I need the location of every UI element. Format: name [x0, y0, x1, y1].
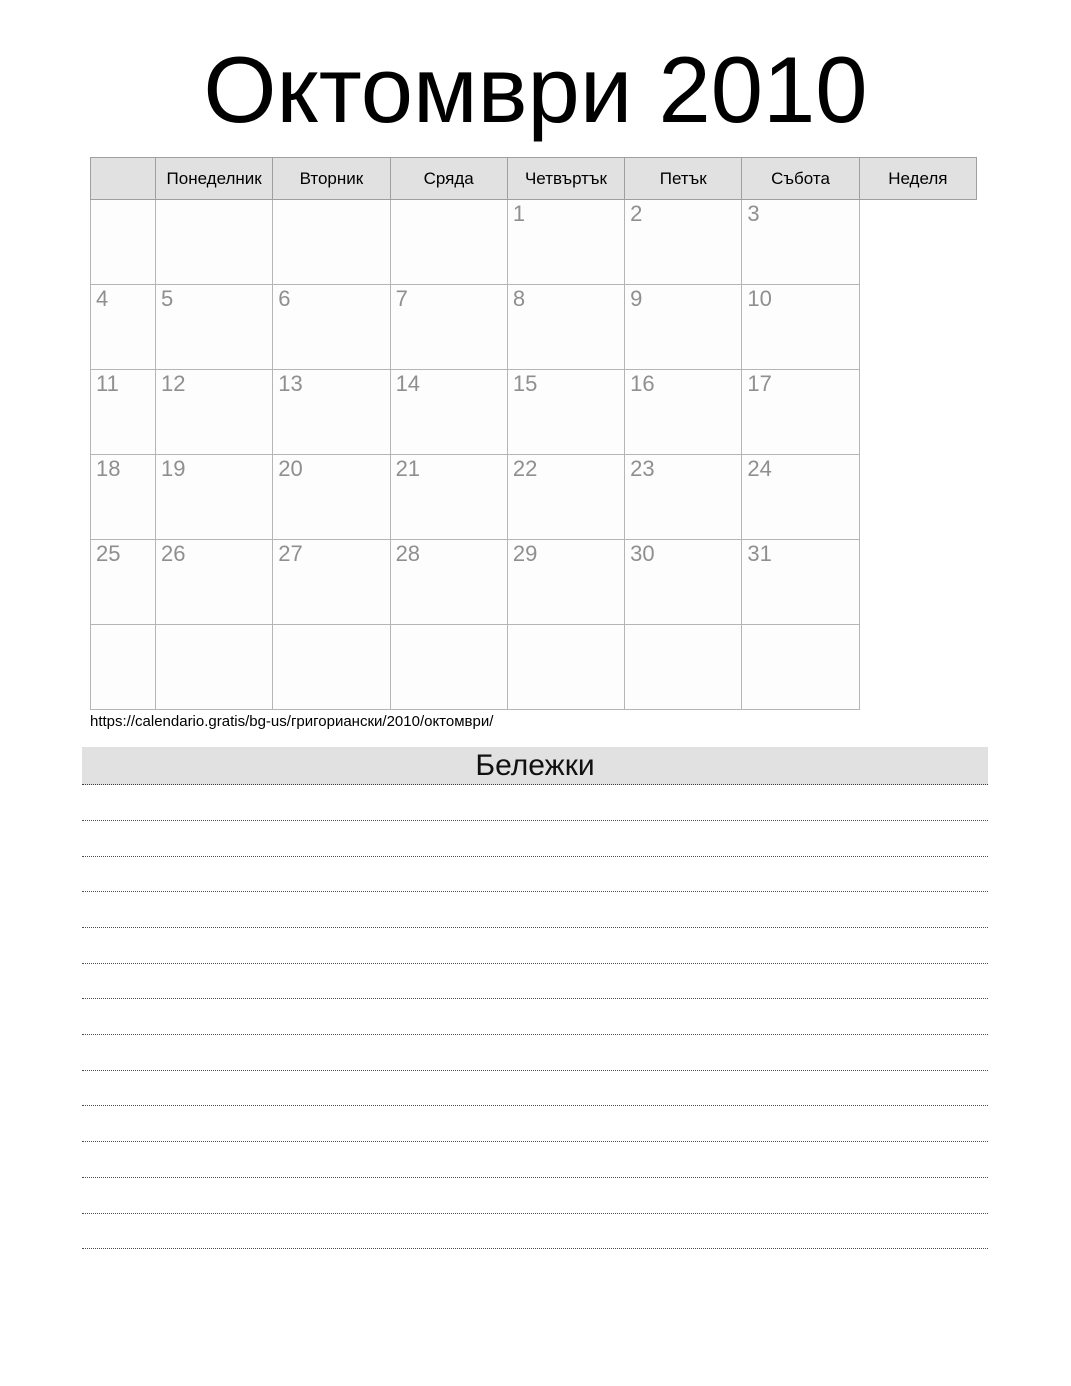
calendar-week-row [91, 370, 977, 455]
note-line [82, 892, 988, 928]
day-cell-3 [742, 200, 859, 285]
weekday-header-saturday: Събота [742, 158, 859, 200]
day-cell-empty [742, 625, 859, 710]
day-cell-16 [625, 370, 742, 455]
day-cell-1 [507, 200, 624, 285]
day-cell-20 [273, 455, 390, 540]
page-title: Октомври 2010 [203, 37, 868, 142]
day-number [625, 625, 741, 626]
day-number: 20 [278, 456, 303, 481]
note-line [82, 1035, 988, 1071]
day-number [91, 200, 155, 201]
day-number: 4 [96, 286, 109, 311]
note-line [82, 857, 988, 893]
day-number: 9 [630, 286, 643, 311]
note-line [82, 928, 988, 964]
day-cell-11 [91, 370, 156, 455]
day-cell-empty [156, 200, 273, 285]
day-number [273, 625, 389, 626]
day-number: 15 [512, 371, 538, 396]
day-number [91, 625, 155, 626]
day-number: 3 [747, 201, 760, 226]
day-cell-30 [625, 540, 742, 625]
left-spacer-column [91, 158, 156, 200]
day-number [391, 200, 507, 201]
day-cell-23 [625, 455, 742, 540]
day-cell-empty [273, 200, 390, 285]
day-cell-9 [625, 285, 742, 370]
day-cell-15 [507, 370, 624, 455]
day-number: 18 [96, 456, 121, 481]
day-cell-21 [390, 455, 507, 540]
day-number: 21 [395, 456, 421, 481]
note-line [82, 785, 988, 821]
day-number: 5 [161, 286, 174, 311]
day-cell-10 [742, 285, 859, 370]
day-cell-28 [390, 540, 507, 625]
day-cell-22 [507, 455, 624, 540]
day-number: 29 [512, 541, 538, 566]
day-number [508, 625, 624, 626]
day-cell-empty [625, 625, 742, 710]
weekday-header-friday: Петък [625, 158, 742, 200]
day-cell-18 [91, 455, 156, 540]
day-cell-4 [91, 285, 156, 370]
day-number: 2 [630, 201, 643, 226]
day-cell-empty [507, 625, 624, 710]
day-cell-13 [273, 370, 390, 455]
calendar-body [91, 200, 977, 710]
day-number: 1 [512, 201, 526, 226]
note-line [82, 1106, 988, 1142]
day-number: 27 [278, 541, 303, 566]
day-number: 17 [747, 371, 772, 396]
day-cell-27 [273, 540, 390, 625]
day-number: 12 [161, 371, 186, 396]
note-line [82, 1214, 988, 1250]
day-cell-empty [390, 200, 507, 285]
day-number [391, 625, 507, 626]
notes-ruled-lines [82, 785, 988, 1249]
day-number [742, 625, 858, 626]
note-line [82, 821, 988, 857]
note-line [82, 1178, 988, 1214]
day-number: 6 [278, 286, 291, 311]
note-line [82, 1071, 988, 1107]
day-cell-7 [390, 285, 507, 370]
day-cell-26 [156, 540, 273, 625]
weekday-header-tuesday: Вторник [273, 158, 390, 200]
day-cell-empty [390, 625, 507, 710]
day-number: 16 [630, 371, 655, 396]
note-line [82, 964, 988, 1000]
day-number: 25 [96, 541, 121, 566]
day-cell-24 [742, 455, 859, 540]
day-cell-empty [273, 625, 390, 710]
day-number: 19 [161, 456, 186, 481]
weekday-header-wednesday: Сряда [390, 158, 507, 200]
calendar-week-row [91, 455, 977, 540]
day-number [156, 200, 272, 201]
day-cell-12 [156, 370, 273, 455]
day-number: 26 [161, 541, 186, 566]
day-cell-8 [507, 285, 624, 370]
day-number: 13 [278, 371, 303, 396]
day-number [273, 200, 389, 201]
weekday-header-sunday: Неделя [859, 158, 976, 200]
day-cell-empty [91, 200, 156, 285]
calendar-week-row [91, 200, 977, 285]
source-url: https://calendario.gratis/bg-us/григориански/2010/октомври/ [90, 713, 494, 730]
notes-title: Бележки [475, 749, 595, 782]
day-cell-31 [742, 540, 859, 625]
day-cell-25 [91, 540, 156, 625]
day-cell-14 [390, 370, 507, 455]
day-cell-19 [156, 455, 273, 540]
day-number: 28 [395, 541, 421, 566]
weekday-header-thursday: Четвъртък [507, 158, 624, 200]
day-number: 14 [395, 371, 421, 396]
day-number: 22 [512, 456, 538, 481]
day-number: 23 [630, 456, 655, 481]
day-number [156, 625, 272, 626]
weekday-header-monday: Понеделник [156, 158, 273, 200]
notes-section [82, 747, 988, 1249]
calendar-week-row [91, 540, 977, 625]
day-number: 31 [747, 541, 772, 566]
note-line [82, 1142, 988, 1178]
day-cell-29 [507, 540, 624, 625]
day-cell-empty [91, 625, 156, 710]
day-number: 11 [96, 371, 119, 396]
day-number: 24 [747, 456, 772, 481]
note-line [82, 999, 988, 1035]
day-number: 10 [747, 286, 772, 311]
day-cell-6 [273, 285, 390, 370]
calendar-week-row [91, 625, 977, 710]
day-cell-17 [742, 370, 859, 455]
day-cell-2 [625, 200, 742, 285]
day-number: 7 [395, 286, 408, 311]
weekday-header-row [91, 158, 977, 200]
day-number: 30 [630, 541, 655, 566]
day-number: 8 [512, 286, 526, 311]
day-cell-5 [156, 285, 273, 370]
day-cell-empty [156, 625, 273, 710]
calendar-week-row [91, 285, 977, 370]
calendar-table [90, 157, 977, 710]
notes-header-bar [82, 747, 988, 785]
